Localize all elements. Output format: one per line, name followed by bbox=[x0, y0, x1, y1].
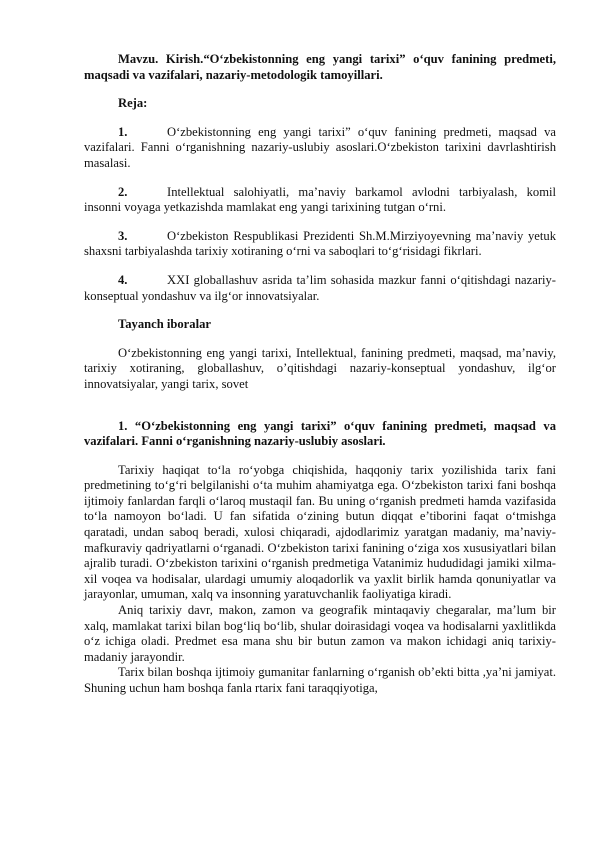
section-paragraph: Aniq tarixiy davr, makon, zamon va geografik mintaqaviy chegaralar, ma’lum bir xalq, mamlakat tarixi bilan bog‘liq bo‘lib, shular doirasidagi voqea va hodisalarni yaxlitlikda o‘z ichiga oladi. Predmet esa mana shu bir butun zamon va makon ichidagi aniq tarixiy-madaniy jarayondir. bbox=[84, 603, 556, 664]
section-paragraph: Tarix bilan boshqa ijtimoiy gumanitar fanlarning o‘rganish ob’ekti bitta ,ya’ni jamiyat. Shuning uchun ham boshqa fanla rtarix fani taraqqiyotiga, bbox=[84, 665, 556, 695]
keywords-heading: Tayanch iboralar bbox=[118, 317, 211, 332]
topic-heading: Mavzu. Kirish.“O‘zbekistonning eng yangi tarixi” o‘quv fanining predmeti, maqsadi va vazifalari, nazariy-metodologik tamoyillari. bbox=[84, 52, 556, 82]
plan-item-number: 3. bbox=[118, 228, 128, 243]
plan-item-text: XXI globallashuv asrida ta’lim sohasida mazkur fanni o‘qitishdagi nazariy-konseptual yondashuv va ilg‘or innovatsiyalar. bbox=[84, 272, 556, 303]
plan-item-number: 4. bbox=[118, 272, 128, 287]
keywords-text: O‘zbekistonning eng yangi tarixi, Intellektual, fanining predmeti, maqsad, ma’naviy, tarixiy xotiraning, globallashuv, o’qitishdagi nazariy-konseptual yondashuv, ilg‘or innovatsiyalar, yangi tarix, sovet bbox=[84, 345, 556, 391]
plan-item-2 bbox=[84, 185, 556, 216]
plan-item-4 bbox=[84, 273, 556, 304]
plan-item-text: Intellektual salohiyatli, ma’naviy barkamol avlodni tarbiyalash, komil insonni voyaga yetkazishda mamlakat eng yangi tarixining tutgan o‘rni. bbox=[84, 184, 556, 215]
section-paragraph: Tarixiy haqiqat to‘la ro‘yobga chiqishida, haqqoniy tarix yozilishida tarix fani predmetining to‘g‘ri belgilanishi o‘ta muhim ahamiyatga ega. O‘zbekiston tarixi fani boshqa ijtimoiy fanlardan farqli o‘laroq mustaqil fan. Bu uning o‘rganish predmeti hamda vazifasida to‘la namoyon bo‘ladi. U fan sifatida o‘zining butun diqqat e’tiborini faqat o‘tmishga qaratadi, undan saboq beradi, xulosi chiqaradi, ajdodlarimiz yaratgan madaniy, ma’naviy-mafkuraviy qadriyatlarni o‘rganadi. O‘zbekiston tarixi fanining o‘ziga xos xususiyatlari bilan ajralib turadi. O‘zbekiston tarixini o‘rganish predmetiga Vatanimiz hududidagi jamiki xilma-xil voqea va hodisalar, ulardagi umumiy aloqadorlik va yaxlit birlik hamda qonuniyatlar va jarayonlar, umuman, xalq va insonning yaratuvchanlik faoliyatiga kiradi. bbox=[84, 462, 556, 602]
plan-item-text: O‘zbekiston Respublikasi Prezidenti Sh.M.Mirziyoyevning ma’naviy yetuk shaxsni tarbiyalashda tarixiy xotiraning o‘rni va saboqlari to‘g‘risidagi fikrlari. bbox=[84, 228, 556, 259]
plan-heading: Reja: bbox=[118, 96, 148, 111]
plan-item-1 bbox=[84, 125, 556, 172]
plan-item-text: O‘zbekistonning eng yangi tarixi” o‘quv fanining predmeti, maqsad va vazifalari. Fanni o‘rganishning nazariy-uslubiy asoslari.O‘zbekiston tarixini davrlashtirish masalasi. bbox=[84, 124, 556, 170]
plan-item-number: 2. bbox=[118, 184, 128, 199]
plan-item-3 bbox=[84, 229, 556, 260]
plan-item-number: 1. bbox=[118, 124, 128, 139]
section-heading: 1. “O‘zbekistonning eng yangi tarixi” o‘quv fanining predmeti, maqsad va vazifalari. Fanni o‘rganishning nazariy-uslubiy asoslari. bbox=[84, 418, 556, 449]
